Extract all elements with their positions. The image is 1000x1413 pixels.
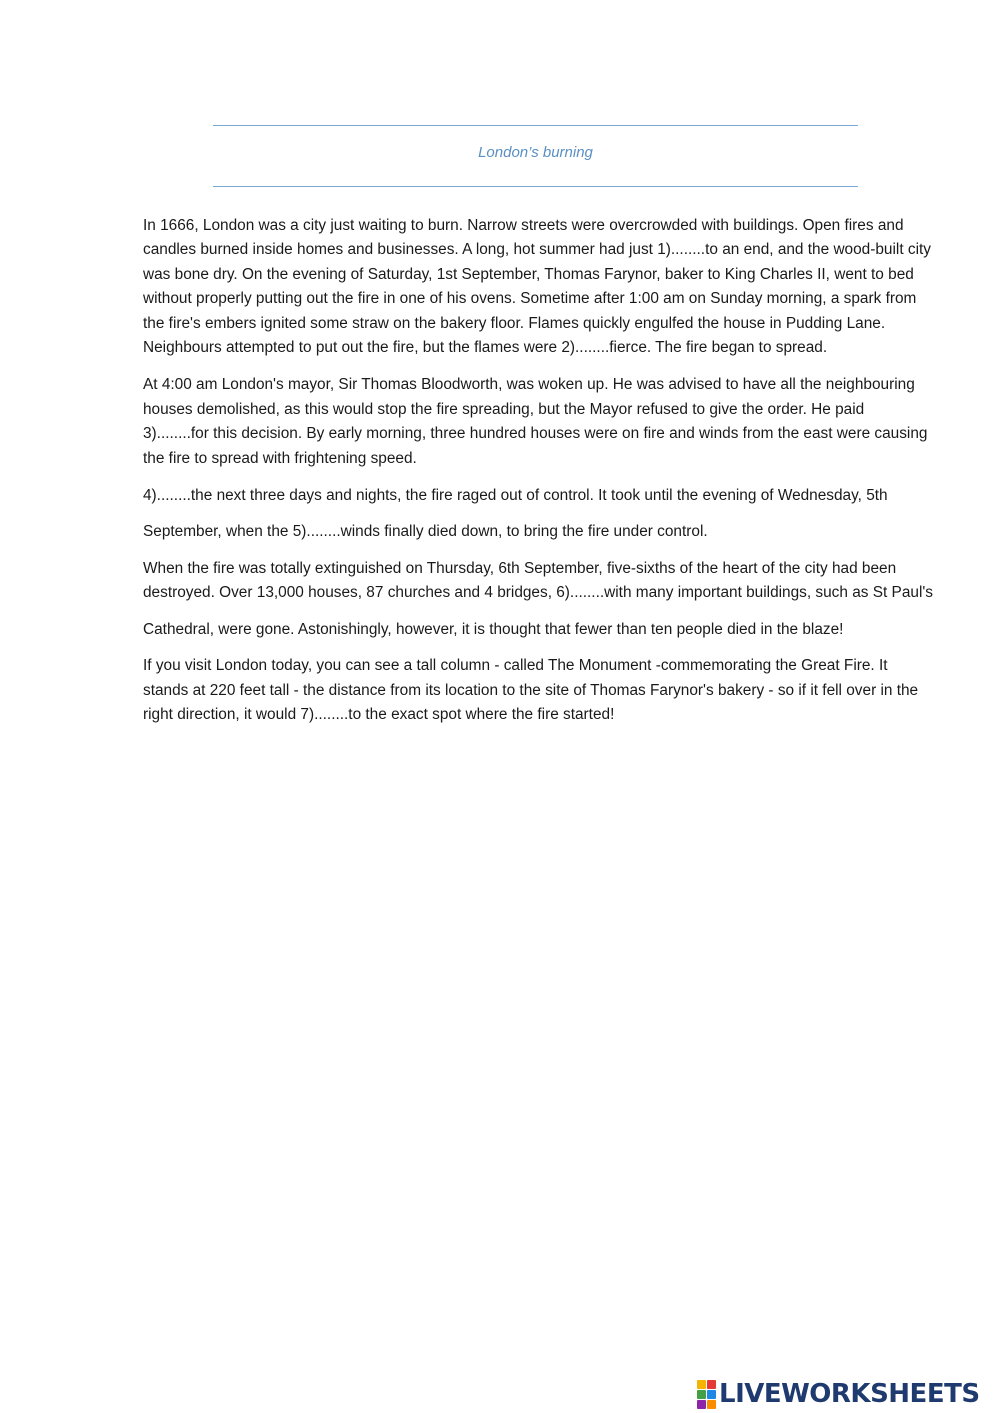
logo-tile [707, 1400, 716, 1409]
liveworksheets-logo[interactable] [697, 1379, 980, 1409]
paragraph-3: 4)........the next three days and nights, the fire raged out of control. It took until the evening of Wednesday, 5th [143, 487, 888, 505]
logo-tile [697, 1380, 706, 1389]
logo-text: LIVEWORKSHEETS [719, 1379, 980, 1409]
logo-tile [707, 1390, 716, 1399]
logo-tile [707, 1380, 716, 1389]
logo-tile [697, 1400, 706, 1409]
title-block [213, 125, 858, 187]
paragraph-7: If you visit London today, you can see a tall column - called The Monument -commemorating the Great Fire. It stands at 220 feet tall - the distance from its location to the site of Thomas Farynor's bakery - so if it fell over in the right direction, it would 7)........to the exact spot where the fire started! [143, 657, 919, 723]
logo-mark-icon [697, 1380, 716, 1409]
body-text [143, 214, 933, 740]
paragraph-2: At 4:00 am London's mayor, Sir Thomas Bloodworth, was woken up. He was advised to have all the neighbouring houses demolished, as this would stop the fire spreading, but the Mayor refused to give the order. He paid 3)........for this decision. By early morning, three hundred houses were on fire and winds from the east were causing the fire to spread with frightening speed. [143, 376, 928, 467]
document-title: London’s burning [478, 144, 593, 161]
paragraph-4: September, when the 5)........winds finally died down, to bring the fire under control. [143, 523, 708, 541]
paragraph-1: In 1666, London was a city just waiting to burn. Narrow streets were overcrowded with buildings. Open fires and candles burned inside homes and businesses. A long, hot summer had just 1)........to an end, and the wood-built city was bone dry. On the evening of Saturday, 1st September, Thomas Farynor, baker to King Charles II, went to bed without properly putting out the fire in one of his ovens. Sometime after 1:00 am on Sunday morning, a spark from the fire's embers ignited some straw on the bakery floor. Flames quickly engulfed the house in Pudding Lane. Neighbours attempted to put out the fire, but the flames were 2)........fierce. The fire began to spread. [143, 217, 931, 357]
paragraph-5: When the fire was totally extinguished on Thursday, 6th September, five-sixths of the heart of the city had been destroyed. Over 13,000 houses, 87 churches and 4 bridges, 6)........with many important buildings, such as St Paul's [143, 559, 933, 602]
logo-tile [697, 1390, 706, 1399]
paragraph-6: Cathedral, were gone. Astonishingly, however, it is thought that fewer than ten people died in the blaze! [143, 620, 844, 638]
